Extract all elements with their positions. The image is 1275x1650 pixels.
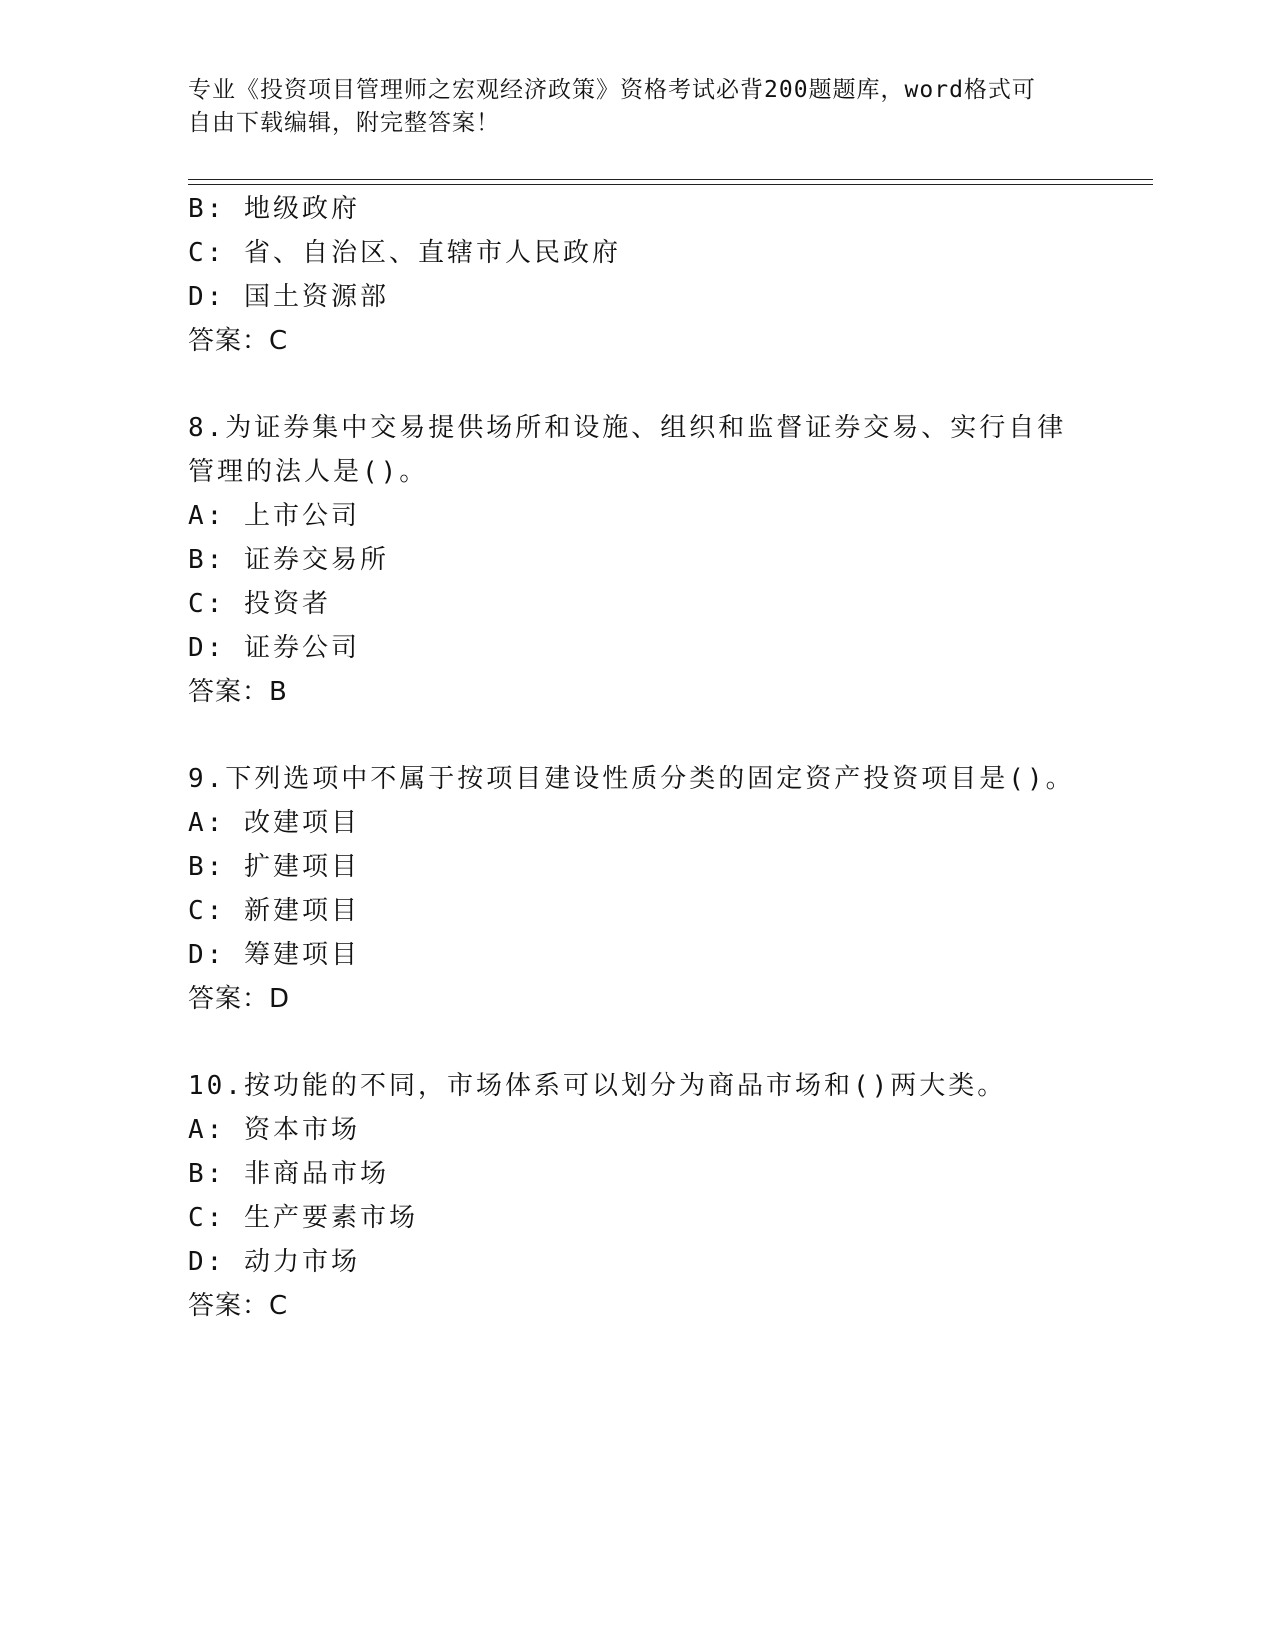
- q9-question: 9.下列选项中不属于按项目建设性质分类的固定资产投资项目是()。: [188, 764, 1075, 794]
- option-letter: B:: [188, 545, 226, 575]
- q9-answer: 答案：D: [188, 984, 291, 1014]
- q8-option-d: [188, 631, 360, 665]
- q8-option-a: [188, 499, 360, 533]
- q9-option-b: [188, 850, 360, 884]
- option-text: 动力市场: [243, 1247, 360, 1277]
- header-line-2: 自由下载编辑，附完整答案！: [188, 110, 500, 136]
- q10-option-a: [188, 1113, 360, 1147]
- option-text: 筹建项目: [243, 940, 360, 970]
- option-letter: A:: [188, 808, 226, 838]
- option-text: 非商品市场: [243, 1159, 389, 1189]
- option-text: 改建项目: [243, 808, 360, 838]
- q8-question-line-2: 管理的法人是()。: [188, 457, 429, 487]
- option-letter: D:: [188, 282, 226, 312]
- option-letter: C:: [188, 896, 226, 926]
- q7-option-c: [188, 236, 621, 270]
- option-text: 资本市场: [243, 1115, 360, 1145]
- option-text: 生产要素市场: [243, 1203, 418, 1233]
- option-text: 扩建项目: [243, 852, 360, 882]
- q10-option-c: [188, 1201, 418, 1235]
- option-letter: D:: [188, 940, 226, 970]
- option-letter: D:: [188, 1247, 226, 1277]
- option-text: 国土资源部: [243, 282, 389, 312]
- option-text: 省、自治区、直辖市人民政府: [243, 238, 621, 268]
- option-text: 证券公司: [243, 633, 360, 663]
- q9-option-d: [188, 938, 360, 972]
- header-line-1: 专业《投资项目管理师之宏观经济政策》资格考试必背200题题库，word格式可: [188, 77, 1036, 103]
- q10-question: 10.按功能的不同，市场体系可以划分为商品市场和()两大类。: [188, 1071, 1007, 1101]
- option-text: 上市公司: [243, 501, 360, 531]
- q7-option-b: [188, 192, 360, 226]
- option-letter: A:: [188, 501, 226, 531]
- option-text: 新建项目: [243, 896, 360, 926]
- q10-option-b: [188, 1157, 389, 1191]
- option-letter: C:: [188, 589, 226, 619]
- option-text: 地级政府: [243, 194, 360, 224]
- q9-option-c: [188, 894, 360, 928]
- q7-answer: 答案：C: [188, 326, 289, 356]
- q7-option-d: [188, 280, 389, 314]
- q10-option-d: [188, 1245, 360, 1279]
- option-letter: B:: [188, 194, 226, 224]
- document-header: [188, 74, 1068, 140]
- q8-option-b: [188, 543, 389, 577]
- header-divider-bottom: [188, 184, 1153, 185]
- q8-question-line-1: 8.为证券集中交易提供场所和设施、组织和监督证券交易、实行自律: [188, 413, 1067, 443]
- option-letter: B:: [188, 1159, 226, 1189]
- option-letter: A:: [188, 1115, 226, 1145]
- q9-option-a: [188, 806, 360, 840]
- option-text: 证券交易所: [243, 545, 389, 575]
- option-text: 投资者: [243, 589, 331, 619]
- option-letter: B:: [188, 852, 226, 882]
- header-divider-top: [188, 179, 1153, 180]
- q8-answer: 答案：B: [188, 677, 288, 707]
- q10-answer: 答案：C: [188, 1291, 289, 1321]
- option-letter: D:: [188, 633, 226, 663]
- option-letter: C:: [188, 1203, 226, 1233]
- q8-option-c: [188, 587, 331, 621]
- option-letter: C:: [188, 238, 226, 268]
